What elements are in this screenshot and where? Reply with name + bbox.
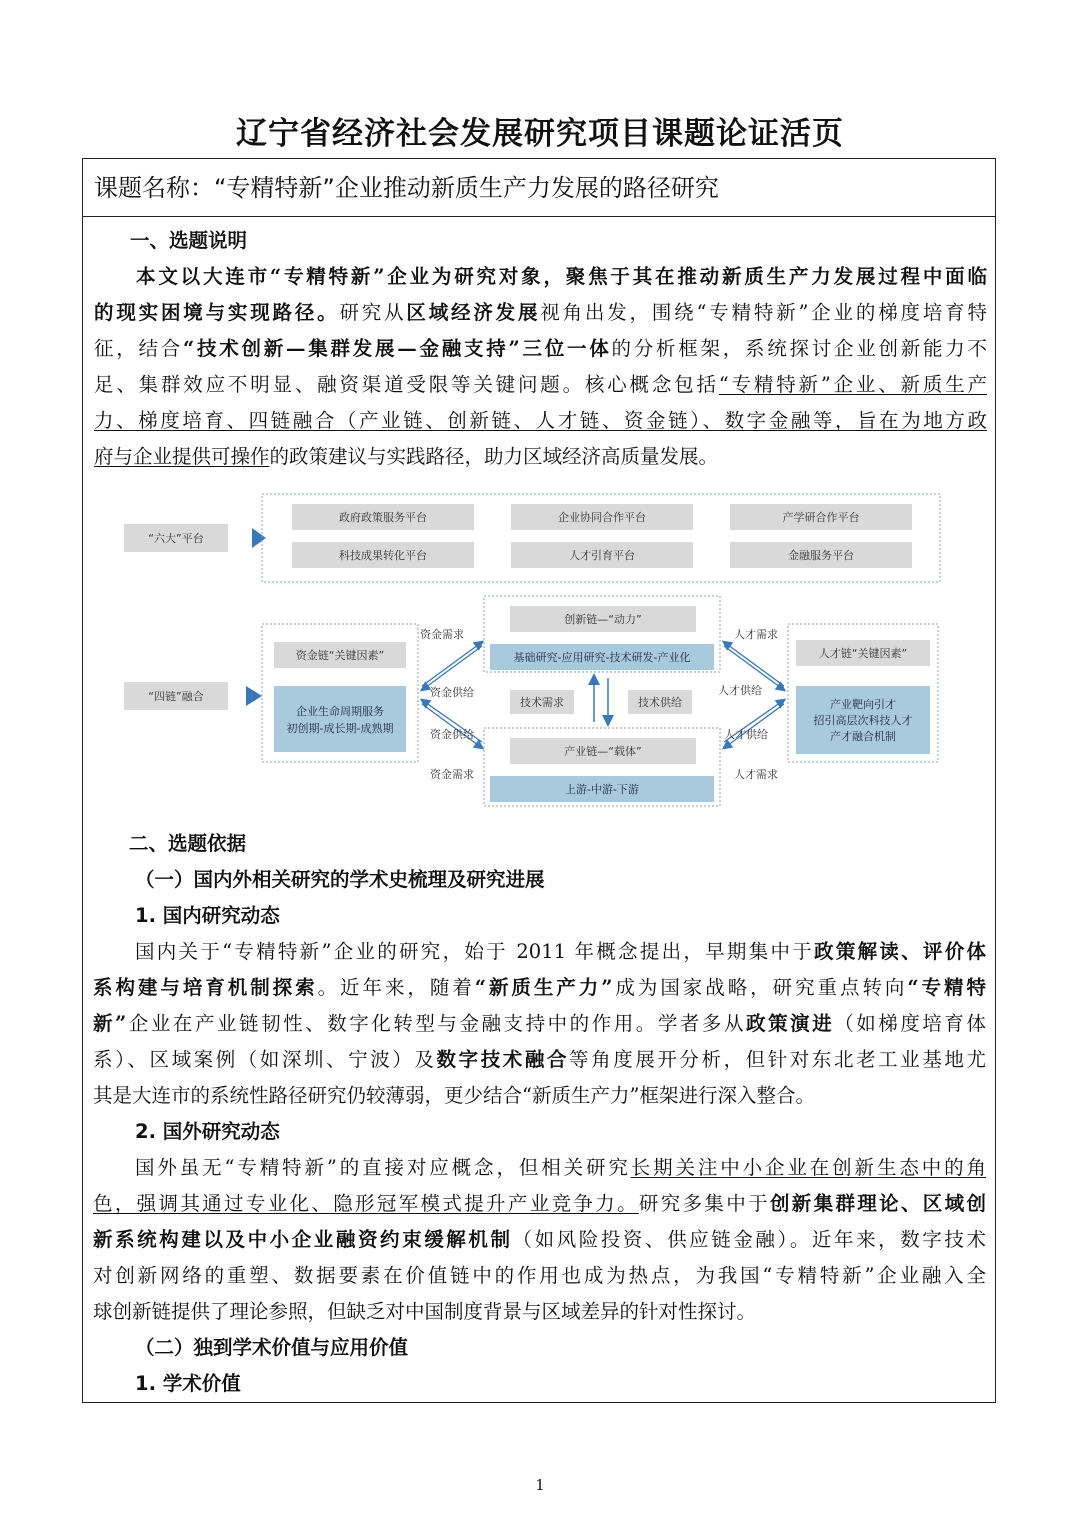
talent-chain-body-line: 产业靶向引才 [830, 698, 896, 711]
capital-chain-body-line: 初创期-成长期-成熟期 [286, 722, 394, 735]
foreign-line1: 国外虽无“专精特新”的直接对应概念，但相关研究长期关注中小企业在创新生态中的角 [135, 1156, 986, 1179]
talent-supply-label: 人才供给 [718, 684, 762, 697]
six-platforms-label: “六大”平台 [148, 532, 204, 545]
talent-demand-arrow [724, 642, 784, 686]
subsection2-heading: （二）独到学术价值与应用价值 [135, 1336, 409, 1359]
framework-diagram [120, 490, 942, 810]
platform-label: 金融服务平台 [788, 549, 854, 562]
four-chains-label: “四链”融合 [148, 690, 204, 703]
page-number: 1 [535, 1476, 545, 1494]
talent-demand-arrow [724, 704, 784, 748]
four-arrow-icon [228, 686, 262, 706]
platform-label: 科技成果转化平台 [339, 549, 427, 562]
domestic-line2: 系构建与培育机制探索。近年来，随着“新质生产力”成为国家战略，研究重点转向“专精特 [93, 976, 986, 999]
capital-chain-title: 资金链“关键因素” [295, 649, 385, 662]
industry-chain-body: 上游-中游-下游 [565, 783, 639, 796]
para1-line1: 本文以大连市“专精特新”企业为研究对象，聚焦于其在推动新质生产力发展过程中面临 [136, 265, 987, 288]
platform-label: 政府政策服务平台 [339, 511, 427, 524]
document-title: 辽宁省经济社会发展研究项目课题论证活页 [236, 116, 844, 152]
topic-row [83, 159, 995, 217]
innovation-chain-title: 创新链—“动力” [564, 613, 642, 626]
topic-name: “专精特新”企业推动新质生产力发展的路径研究 [214, 174, 719, 202]
tech-demand-label: 技术需求 [520, 696, 564, 709]
item3-heading: 1. 学术价值 [135, 1372, 241, 1395]
foreign-line4: 对创新网络的重塑、数据要素在价值链中的作用也成为热点，为我国“专精特新”企业融入全 [93, 1264, 986, 1287]
talent-chain-body-line: 产才融合机制 [830, 730, 896, 743]
topic-label: 课题名称： [94, 174, 214, 202]
foreign-line3: 新系统构建以及中小企业融资约束缓解机制（如风险投资、供应链金融）。近年来，数字技术 [93, 1228, 986, 1251]
domestic-line1: 国内关于“专精特新”企业的研究，始于 2011 年概念提出，早期集中于政策解读、评价体 [135, 940, 986, 963]
talent-chain-body-line: 招引高层次科技人才 [813, 714, 913, 727]
industry-chain-title: 产业链—“载体” [564, 745, 642, 758]
talent-demand-label: 人才需求 [734, 768, 778, 781]
para1-line4: 足、集群效应不明显、融资渠道受限等关键问题。核心概念包括“专精特新”企业、新质生产 [94, 373, 987, 396]
platform-label: 企业协同合作平台 [558, 511, 646, 524]
six-arrow-icon [228, 528, 266, 548]
fund-demand-label: 资金需求 [430, 768, 474, 781]
fund-supply-label: 资金供给 [430, 686, 474, 699]
platform-label: 产学研合作平台 [782, 511, 860, 524]
para1-line2: 的现实困境与实现路径。研究从区域经济发展视角出发，围绕“专精特新”企业的梯度培育特 [94, 301, 987, 324]
section1-heading: 一、选题说明 [130, 229, 248, 252]
domestic-line3: 新”企业在产业链韧性、数字化转型与金融支持中的作用。学者多从政策演进（如梯度培育体 [93, 1012, 986, 1035]
talent-chain-title: 人才链“关键因素” [818, 647, 908, 660]
fund-demand-arrow [422, 704, 482, 748]
foreign-line5: 球创新链提供了理论参照，但缺乏对中国制度背景与区域差异的针对性探讨。 [93, 1300, 757, 1323]
foreign-line2: 色，强调其通过专业化、隐形冠军模式提升产业竞争力。研究多集中于创新集群理论、区域创 [93, 1192, 986, 1215]
subsection1-heading: （一）国内外相关研究的学术史梳理及研究进展 [135, 868, 545, 891]
talent-demand-label: 人才需求 [734, 628, 778, 641]
domestic-line4: 系）、区域案例（如深圳、宁波）及数字技术融合等角度展开分析，但针对东北老工业基地尤 [93, 1048, 986, 1071]
para1-line3: 征，结合“技术创新—集群发展—金融支持”三位一体的分析框架，系统探讨企业创新能力不 [94, 337, 987, 360]
capital-chain-body-line: 企业生命周期服务 [296, 705, 384, 718]
capital-chain-body-box [274, 686, 406, 752]
item1-heading: 1. 国内研究动态 [135, 904, 280, 927]
fund-supply-arrow [422, 646, 482, 690]
fund-supply-label: 资金供给 [430, 728, 474, 741]
talent-supply-label: 人才供给 [724, 728, 768, 741]
section2-heading: 二、选题依据 [129, 832, 247, 855]
platform-label: 人才引育平台 [569, 549, 635, 562]
domestic-line5: 其是大连市的系统性路径研究仍较薄弱，更少结合“新质生产力”框架进行深入整合。 [93, 1084, 815, 1107]
fund-demand-arrow [422, 642, 482, 686]
fund-demand-label: 资金需求 [420, 628, 464, 641]
tech-supply-label: 技术供给 [638, 696, 682, 709]
para1-line5: 力、梯度培育、四链融合（产业链、创新链、人才链、资金链）、数字金融等，旨在为地方政 [94, 409, 987, 432]
para1-line6: 府与企业提供可操作的政策建议与实践路径，助力区域经济高质量发展。 [94, 445, 719, 468]
item2-heading: 2. 国外研究动态 [135, 1120, 280, 1143]
innovation-chain-body: 基础研究-应用研究-技术研发-产业化 [513, 651, 691, 664]
